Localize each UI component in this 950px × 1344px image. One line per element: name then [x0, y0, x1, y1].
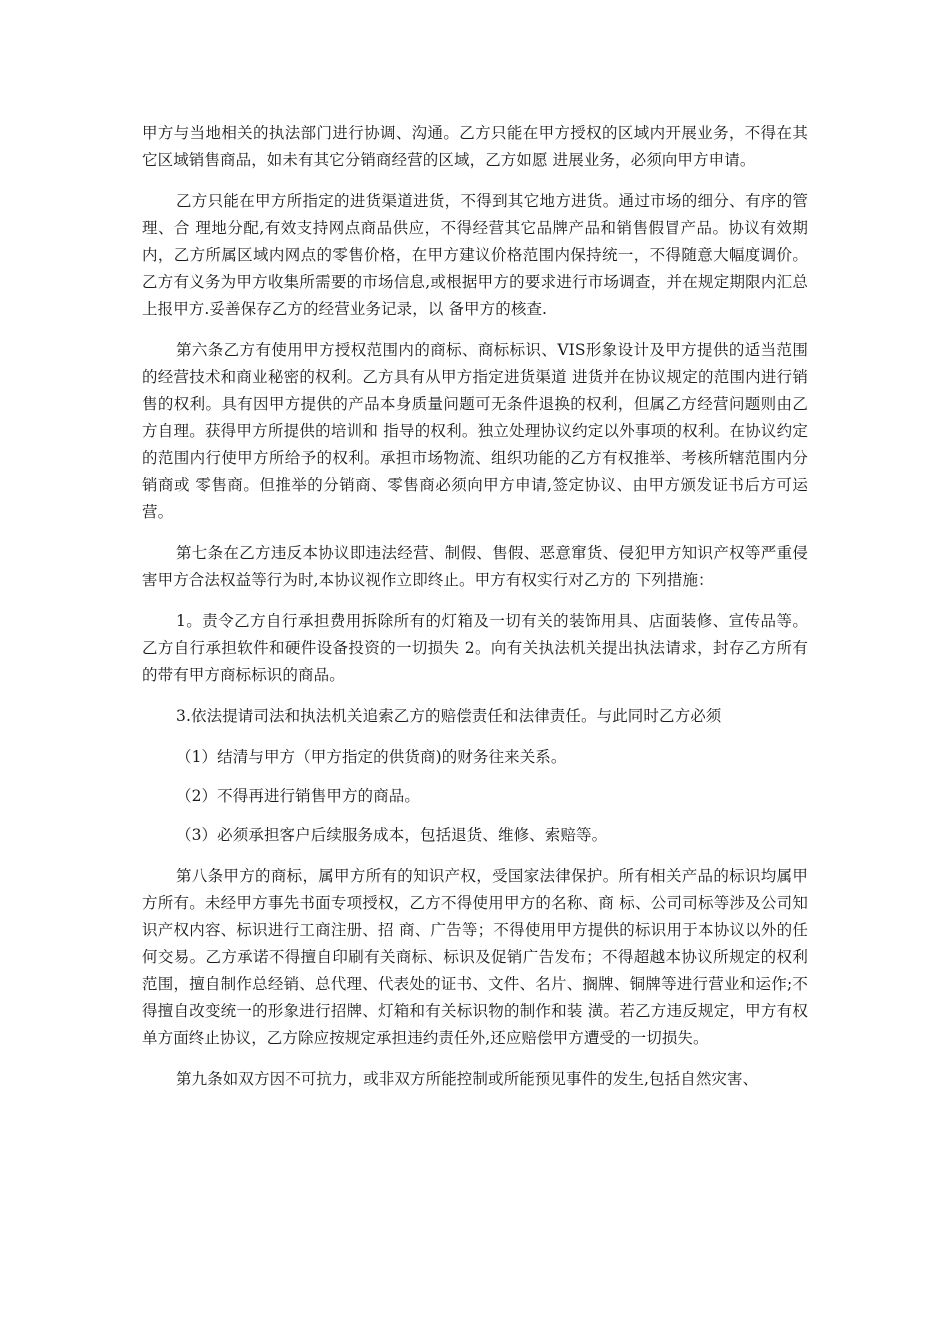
list-item-settle-accounts: （1）结清与甲方（甲方指定的供货商)的财务往来关系。 [176, 748, 567, 766]
paragraph-article-9: 第九条如双方因不可抗力，或非双方所能控制或所能预见事件的发生,包括自然灾害、 [176, 1070, 759, 1088]
paragraph-article-8: 第八条甲方的商标，属甲方所有的知识产权，受国家法律保护。所有相关产品的标识均属甲方所有。未经甲方事先书面专项授权，乙方不得使用甲方的名称、商 标、公司司标等涉及公司知识产权内容、标识进行工商注册、招 商、广告等；不得使用甲方提供的标识用于本协议以外的任何交易。乙方承诺不得擅自印刷有关商标、标识及促销广告发布；不得超越本协议所规定的权利 范围，擅自制作总经销、总代理、代表处的证书、文件、名片、搁牌、铜牌等进行营业和运作;不得擅自改变统一的形象进行招牌、灯箱和有关标识物的制作和装 潢。若乙方违反规定，甲方有权单方面终止协议，乙方除应按规定承担违约责任外,还应赔偿甲方遭受的一切损失。 [142, 867, 808, 1047]
list-item-stop-sales: （2）不得再进行销售甲方的商品。 [176, 787, 420, 805]
paragraph-purchase-channel: 乙方只能在甲方所指定的进货渠道进货，不得到其它地方进货。通过市场的细分、有序的管理、合 理地分配,有效支持网点商品供应，不得经营其它品牌产品和销售假冒产品。协议有效期内，乙方所属区域内网点的零售价格，在甲方建议价格范围内保持统一，不得随意大幅度调价。乙方有义务为甲方收集所需要的市场信息,或根据甲方的要求进行市场调查，并在规定期限内汇总上报甲方.妥善保存乙方的经营业务记录，以 备甲方的核查. [142, 192, 808, 318]
paragraph-measure-3: 3.依法提请司法和执法机关追索乙方的赔偿责任和法律责任。与此同时乙方必须 [176, 707, 722, 725]
paragraph-authorized-region: 甲方与当地相关的执法部门进行协调、沟通。乙方只能在甲方授权的区域内开展业务，不得在其它区域销售商品，如未有其它分销商经营的区域，乙方如愿 进展业务，必须向甲方申请。 [142, 124, 808, 169]
paragraph-measure-1-2: 1。责令乙方自行承担费用拆除所有的灯箱及一切有关的装饰用具、店面装修、宣传品等。乙方自行承担软件和硬件设备投资的一切损失 2。向有关执法机关提出执法请求，封存乙方所有的带有甲方商标标识的商品。 [142, 612, 808, 684]
document-page [142, 120, 808, 1093]
list-item-service-costs: （3）必须承担客户后续服务成本，包括退货、维修、索赔等。 [176, 826, 608, 844]
paragraph-article-7: 第七条在乙方违反本协议即违法经营、制假、售假、恶意窜货、侵犯甲方知识产权等严重侵害甲方合法权益等行为时,本协议视作立即终止。甲方有权实行对乙方的 下列措施： [142, 544, 808, 589]
paragraph-article-6: 第六条乙方有使用甲方授权范围内的商标、商标标识、VIS形象设计及甲方提供的适当范围的经营技术和商业秘密的权利。乙方具有从甲方指定进货渠道 进货并在协议规定的范围内进行销售的权利。具有因甲方提供的产品本身质量问题可无条件退换的权利，但属乙方经营问题则由乙方自理。获得甲方所提供的培训和 指导的权利。独立处理协议约定以外事项的权利。在协议约定的范围内行使甲方所给予的权利。承担市场物流、组织功能的乙方有权推举、考核所辖范围内分销商或 零售商。但推举的分销商、零售商必须向甲方申请,签定协议、由甲方颁发证书后方可运营。 [142, 341, 808, 521]
